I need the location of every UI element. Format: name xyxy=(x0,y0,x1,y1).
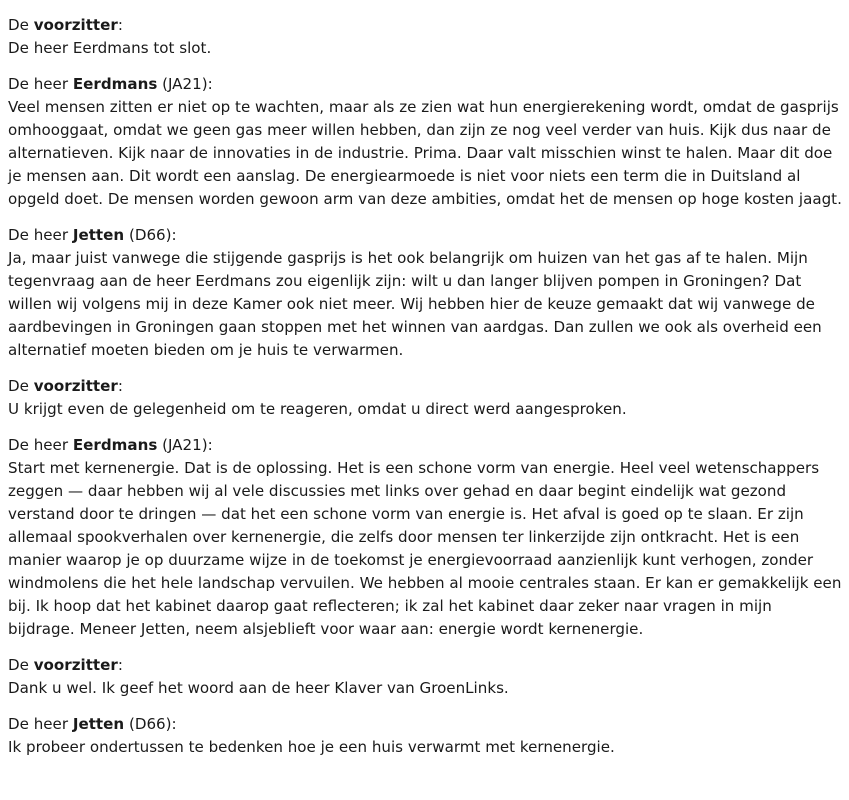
speech-text: Start met kernenergie. Dat is de oplossing. Het is een schone vorm van energie. Heel veel wetenschappers zeggen — daar hebben wij al vele discussies met links over gehad en daar begint eindelijk wat gezond verstand door te dringen — dat het een schone vorm van energie is. Het afval is goed op te slaan. Er zijn allemaal spookverhalen over kernenergie, die zelfs door mensen ter linkerzijde zijn ontkracht. Het is een manier waarop je op duurzame wijze in de toekomst je energievoorraad aanzienlijk kunt verhogen, zonder windmolens die het hele landschap vervuilen. We hebben al mooie centrales staan. Er kan er gemakkelijk een bij. Ik hoop dat het kabinet daarop gaat reflecteren; ik zal het kabinet daar zeker naar vragen in mijn bijdrage. Meneer Jetten, neem alsjeblieft voor waar aan: energie wordt kernenergie. xyxy=(8,459,842,638)
speaker-colon: : xyxy=(207,75,213,93)
speaker-line xyxy=(8,14,843,37)
speaker-colon: : xyxy=(207,436,213,454)
speaker-party: (JA21) xyxy=(157,75,208,93)
speech-text: Ik probeer ondertussen te bedenken hoe je een huis verwarmt met kernenergie. xyxy=(8,738,615,756)
speech-entry xyxy=(8,713,843,759)
speaker-line xyxy=(8,654,843,677)
speaker-prefix: De xyxy=(8,656,34,674)
speech-entry xyxy=(8,14,843,60)
speaker-name: Eerdmans xyxy=(72,436,158,454)
speech-entry xyxy=(8,375,843,421)
speaker-name: Eerdmans xyxy=(72,75,158,93)
speaker-prefix: De heer xyxy=(8,436,73,454)
speech-entry xyxy=(8,224,843,362)
speaker-prefix: De xyxy=(8,16,34,34)
speaker-prefix: De heer xyxy=(8,226,73,244)
speaker-colon: : xyxy=(117,656,123,674)
speaker-colon: : xyxy=(117,16,123,34)
speaker-line xyxy=(8,375,843,398)
speech-entry xyxy=(8,654,843,700)
speaker-colon: : xyxy=(171,715,177,733)
speaker-colon: : xyxy=(171,226,177,244)
speech-text: De heer Eerdmans tot slot. xyxy=(8,39,212,57)
speaker-colon: : xyxy=(117,377,123,395)
speech-text: U krijgt even de gelegenheid om te reageren, omdat u direct werd aangesproken. xyxy=(8,400,627,418)
speech-text: Veel mensen zitten er niet op te wachten, maar als ze zien wat hun energierekening wordt, omdat de gasprijs omhooggaat, omdat we geen gas meer willen hebben, dan zijn ze nog veel verder van huis. Kijk dus naar de alternatieven. Kijk naar de innovaties in de industrie. Prima. Daar valt misschien winst te halen. Maar dit doe je mensen aan. Dit wordt een aanslag. De energiearmoede is niet voor niets een term die in Duitsland al opgeld doet. De mensen worden gewoon arm van deze ambities, omdat het de mensen op hoge kosten jaagt. xyxy=(8,98,842,208)
speaker-line xyxy=(8,73,843,96)
speech-text: Ja, maar juist vanwege die stijgende gasprijs is het ook belangrijk om huizen van het gas af te halen. Mijn tegenvraag aan de heer Eerdmans zou eigenlijk zijn: wilt u dan langer blijven pompen in Groningen? Dat willen wij volgens mij in deze Kamer ook niet meer. Wij hebben hier de keuze gemaakt dat wij vanwege de aardbevingen in Groningen gaan stoppen met het winnen van aardgas. Dan zullen we ook als overheid een alternatief moeten bieden om je huis te verwarmen. xyxy=(8,249,822,359)
speaker-party: (JA21) xyxy=(157,436,208,454)
speech-text: Dank u wel. Ik geef het woord aan de heer Klaver van GroenLinks. xyxy=(8,679,509,697)
speaker-name: voorzitter xyxy=(33,377,118,395)
speech-entry xyxy=(8,73,843,211)
speaker-line xyxy=(8,224,843,247)
speech-entry xyxy=(8,434,843,641)
speaker-line xyxy=(8,434,843,457)
speaker-line xyxy=(8,713,843,736)
speaker-name: Jetten xyxy=(72,715,125,733)
speaker-prefix: De xyxy=(8,377,34,395)
speaker-prefix: De heer xyxy=(8,75,73,93)
speaker-name: voorzitter xyxy=(33,656,118,674)
speaker-party: (D66) xyxy=(124,715,172,733)
speaker-name: voorzitter xyxy=(33,16,118,34)
speaker-name: Jetten xyxy=(72,226,125,244)
speaker-party: (D66) xyxy=(124,226,172,244)
speaker-prefix: De heer xyxy=(8,715,73,733)
